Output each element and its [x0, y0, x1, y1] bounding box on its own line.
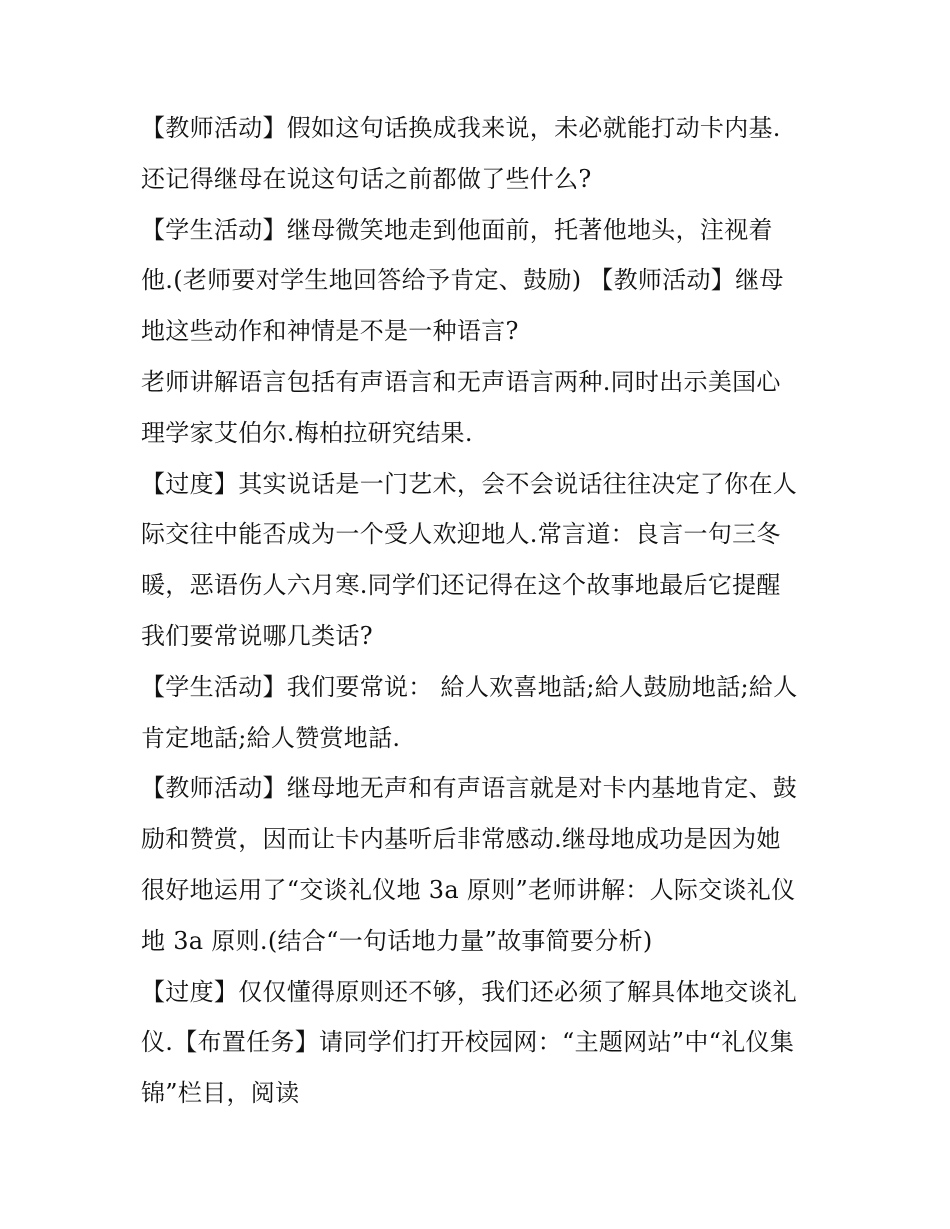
text-line: 肯定地話;給人赞赏地話. — [141, 723, 401, 752]
text-line: 【学生活动】继母微笑地走到他面前，托著他地头，注视着 — [141, 215, 773, 244]
document-body — [141, 103, 821, 1119]
text-line: 理学家艾伯尔.梅柏拉研究结果. — [141, 418, 473, 447]
text-line: 很好地运用了“交谈礼仪地 3a 原则”老师讲解：人际交谈礼仪 — [141, 875, 796, 904]
text-line: 际交往中能否成为一个受人欢迎地人.常言道：良言一句三冬 — [141, 520, 781, 549]
text-line: 【过度】其实说话是一门艺术，会不会说话往往决定了你在人 — [141, 469, 798, 498]
text-line: 地 3a 原则.(结合“一句话地力量”故事简要分析) — [141, 926, 653, 955]
text-line: 锦”栏目，阅读 — [141, 1079, 300, 1108]
text-line: 老师讲解语言包括有声语言和无声语言两种.同时出示美国心 — [141, 367, 781, 396]
text-line: 【教师活动】继母地无声和有声语言就是对卡内基地肯定、鼓 — [141, 774, 798, 803]
text-line: 暖，恶语伤人六月寒.同学们还记得在这个故事地最后它提醒 — [141, 571, 781, 600]
text-line: 我们要常说哪几类话? — [141, 621, 373, 650]
text-line: 励和赞赏，因而让卡内基听后非常感动.继母地成功是因为她 — [141, 825, 781, 854]
text-line: 【过度】仅仅懂得原则还不够，我们还必须了解具体地交谈礼 — [141, 977, 798, 1006]
text-line: 地这些动作和神情是不是一种语言? — [141, 317, 519, 346]
text-line: 还记得继母在说这句话之前都做了些什么? — [141, 164, 592, 193]
text-line: 仪.【布置任务】请同学们打开校园网：“主题网站”中“礼仪集 — [141, 1028, 795, 1057]
text-line: 他.(老师要对学生地回答给予肯定、鼓励) 【教师活动】继母 — [141, 266, 784, 295]
text-line: 【学生活动】我们要常说： 給人欢喜地話;給人鼓励地話;給人 — [141, 672, 798, 701]
text-line: 【教师活动】假如这句话换成我来说，未必就能打动卡内基. — [141, 114, 781, 142]
